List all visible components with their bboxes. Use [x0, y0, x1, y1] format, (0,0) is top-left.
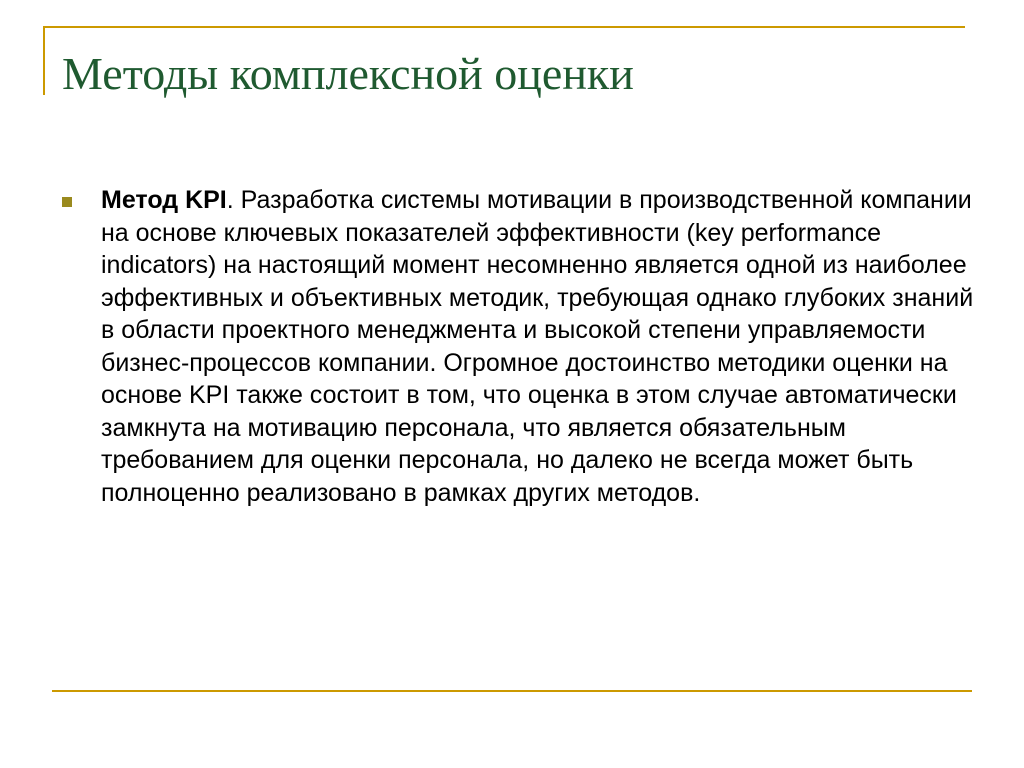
bottom-divider	[52, 690, 972, 692]
slide-title: Методы комплексной оценки	[62, 48, 634, 99]
left-accent-line	[43, 26, 45, 95]
bullet-term: Метод KPI	[101, 186, 227, 214]
top-divider	[43, 26, 965, 28]
square-bullet-icon	[62, 197, 72, 207]
bullet-body: . Разработка системы мотивации в производственной компании на основе ключевых показателей эффективности (key performance indicators) на настоящий момент несомненно является одной из наиболее эффективных и объективных методик, требующая однако глубоких знаний в области проектного менеджмента и высокой степени управляемости бизнес-процессов компании. Огромное достоинство методики оценки на основе KPI также состоит в том, что оценка в этом случае автоматически замкнута на мотивацию персонала, что является обязательным требованием для оценки персонала, но далеко не всегда может быть полноценно реализовано в рамках других методов.	[101, 186, 974, 507]
bullet-text	[101, 184, 981, 509]
